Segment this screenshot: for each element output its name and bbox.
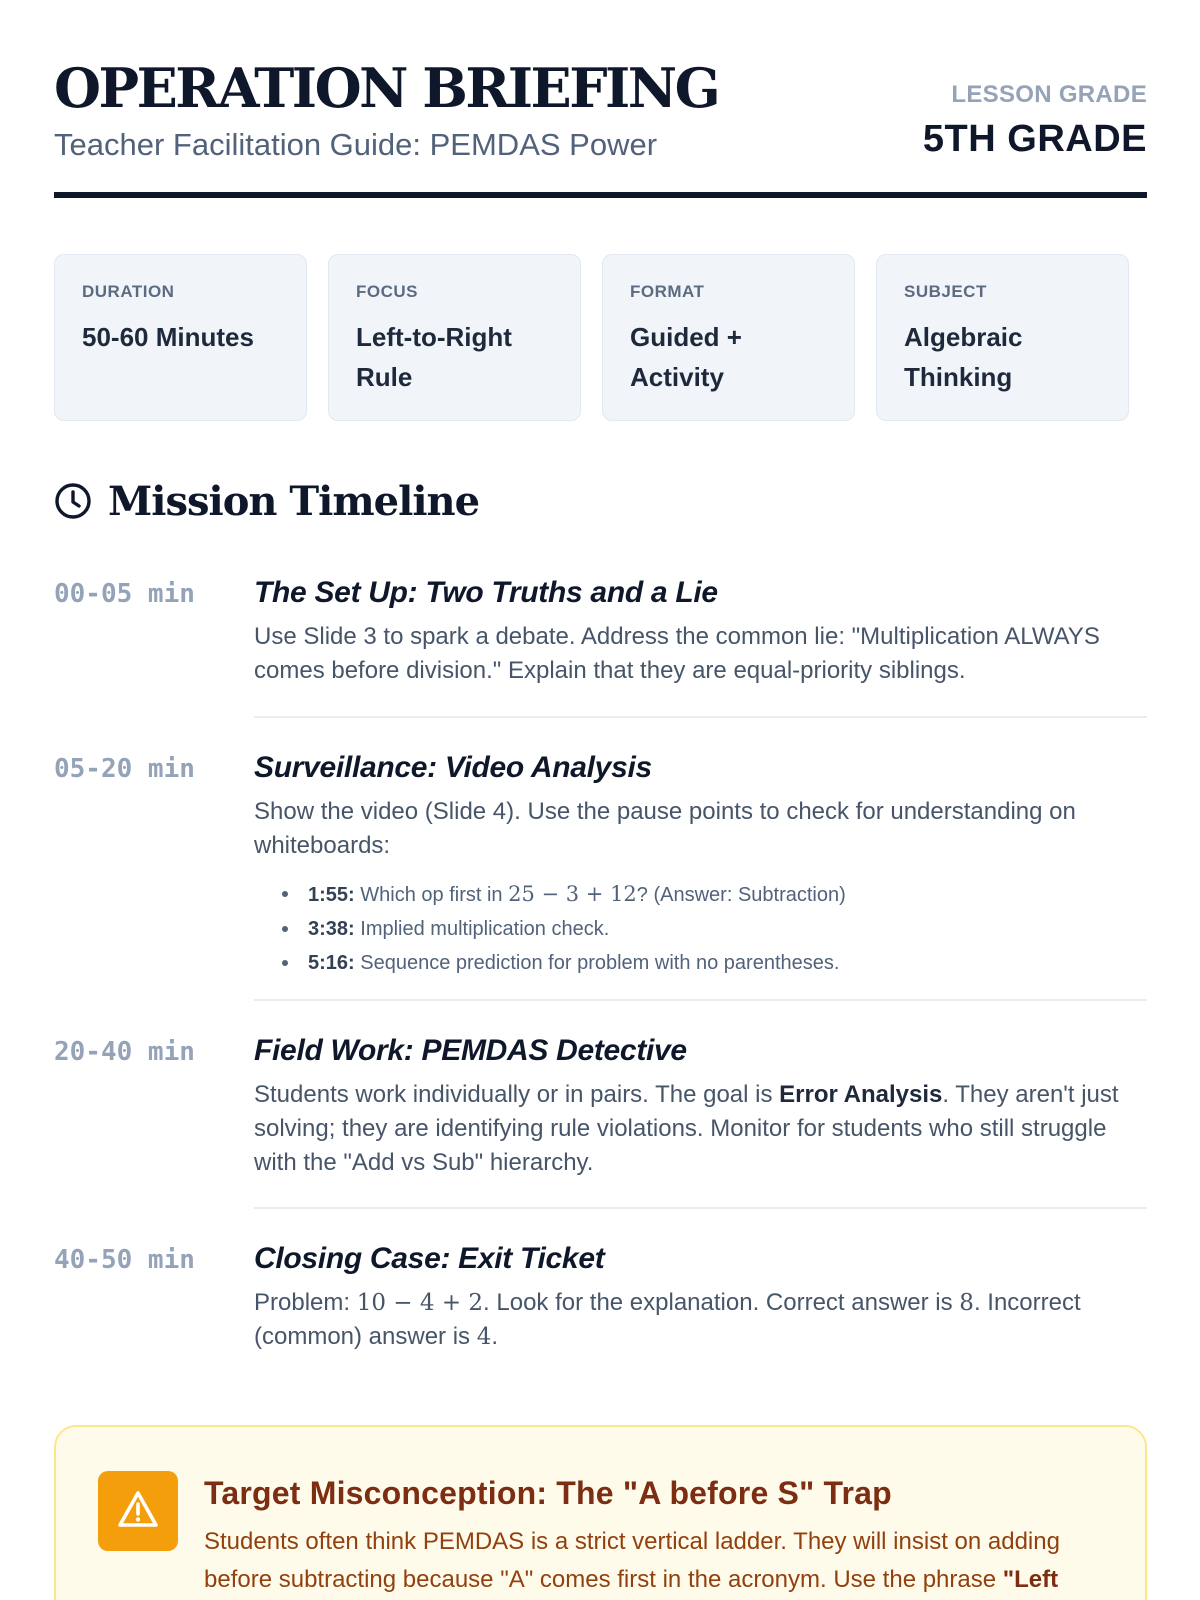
description-text: . They aren't just solving; they are identifying rule violations. Monitor for students who still struggle with the "Add vs Sub" hierarchy.: [254, 1081, 1119, 1176]
timeline-divider: [254, 1207, 1147, 1209]
timeline-title: Surveillance: Video Analysis: [254, 751, 652, 784]
alert-emphasis: "Left: [1002, 1566, 1059, 1593]
list-item: [308, 946, 1147, 980]
section-title: Mission Timeline: [108, 478, 480, 525]
timeline-body: [254, 1032, 1147, 1180]
card-label: SUBJECT: [904, 282, 987, 301]
pause-points-list: [254, 877, 1147, 980]
warning-icon: [117, 1489, 159, 1531]
timeline-divider: [254, 999, 1147, 1001]
timeline-body: [254, 749, 1147, 980]
description-text: . Incorrect (common) answer is: [254, 1289, 1081, 1350]
alert-text: [204, 1523, 1104, 1599]
list-item: [308, 877, 1147, 912]
timestamp: 5:16:: [308, 952, 355, 974]
bullet-text: Sequence prediction for problem with no parentheses.: [360, 952, 840, 974]
info-cards: [54, 254, 1147, 421]
timeline-description: Use Slide 3 to spark a debate. Address the common lie: "Multiplication ALWAYS comes before division." Explain that they are equal-priority siblings.: [254, 623, 1100, 684]
card-value: Left-to-Right Rule: [356, 322, 512, 392]
timeline-time: 05-20 min: [54, 754, 195, 784]
description-text: Students work individually or in pairs. The goal is: [254, 1081, 773, 1108]
timeline-divider: [254, 716, 1147, 718]
card-value: 50-60 Minutes: [82, 322, 254, 352]
description-text: . Look for the explanation. Correct answer is: [483, 1289, 953, 1316]
list-item: [308, 912, 1147, 946]
clock-icon: [54, 482, 92, 520]
card-value: Algebraic Thinking: [904, 322, 1023, 392]
grade-value: 5TH GRADE: [922, 118, 1147, 160]
page-title: OPERATION BRIEFING: [54, 56, 719, 120]
alert-title: Target Misconception: The "A before S" Trap: [204, 1475, 892, 1511]
math-expression: 25 − 3 + 12: [508, 882, 637, 906]
timeline-body: [254, 574, 1147, 688]
timeline-time: 20-40 min: [54, 1037, 195, 1067]
timestamp: 1:55:: [308, 884, 355, 906]
timeline-heading: [54, 476, 854, 532]
page-subtitle: Teacher Facilitation Guide: PEMDAS Power: [54, 127, 658, 162]
timeline-description: Show the video (Slide 4). Use the pause points to check for understanding on whiteboards:: [254, 798, 1076, 859]
timestamp: 3:38:: [308, 918, 355, 940]
timeline-title: Closing Case: Exit Ticket: [254, 1242, 605, 1275]
grade-label: LESSON GRADE: [951, 81, 1147, 108]
bullet-text: ? (Answer: Subtraction): [636, 884, 846, 906]
card-label: FOCUS: [356, 282, 418, 301]
misconception-alert: [54, 1425, 1147, 1600]
card-format: [602, 254, 855, 421]
alert-body: Students often think PEMDAS is a strict vertical ladder. They will insist on adding before subtracting because "A" comes first in the acronym. Use the phrase: [204, 1528, 1060, 1593]
card-subject: [876, 254, 1129, 421]
card-label: DURATION: [82, 282, 175, 301]
card-duration: [54, 254, 307, 421]
description-text: Problem:: [254, 1289, 351, 1316]
page-header: [54, 56, 1147, 200]
header-divider: [54, 192, 1147, 198]
card-focus: [328, 254, 581, 421]
bullet-text: Implied multiplication check.: [360, 918, 610, 940]
bullet-text: Which op first in: [360, 884, 503, 906]
warning-icon-box: [98, 1471, 178, 1551]
timeline-body: [254, 1240, 1147, 1354]
card-label: FORMAT: [630, 282, 705, 301]
timeline-title: Field Work: PEMDAS Detective: [254, 1034, 687, 1067]
card-value: Guided + Activity: [630, 322, 742, 392]
timeline-description: [254, 1286, 1147, 1354]
description-text: .: [491, 1323, 499, 1350]
math-expression: 4: [476, 1324, 492, 1350]
math-expression: 10 − 4 + 2: [356, 1290, 484, 1316]
timeline-time: 00-05 min: [54, 579, 195, 609]
timeline-title: The Set Up: Two Truths and a Lie: [254, 576, 718, 609]
emphasis-text: Error Analysis: [779, 1081, 943, 1108]
timeline-description: [254, 1078, 1147, 1180]
math-expression: 8: [959, 1290, 974, 1316]
briefing-page: [54, 0, 1147, 1600]
timeline-time: 40-50 min: [54, 1245, 195, 1275]
